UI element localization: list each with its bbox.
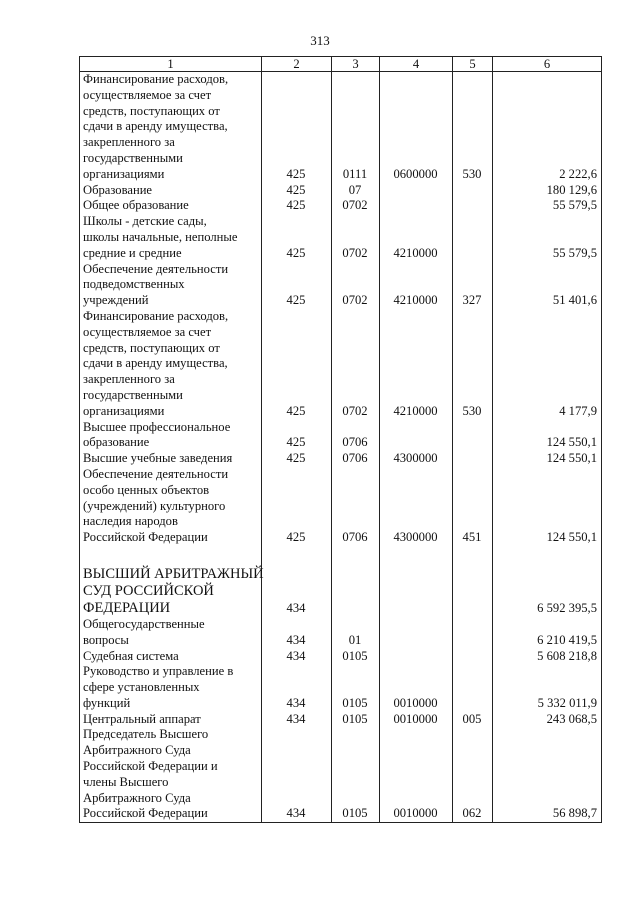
cell-col-5: 327 bbox=[453, 262, 493, 309]
row-name-line: Образование bbox=[83, 182, 153, 197]
cell-col-4 bbox=[380, 617, 453, 649]
cell-col-3: 0105 bbox=[332, 664, 380, 711]
cell-col-2: 425 bbox=[262, 214, 332, 261]
cell-col-2: 425 bbox=[262, 198, 332, 214]
cell-col-5 bbox=[453, 198, 493, 214]
row-name-line: средств, поступающих от bbox=[83, 103, 220, 118]
row-name-line: закрепленного за bbox=[83, 372, 175, 387]
row-name bbox=[80, 617, 262, 649]
cell-col-3: 0706 bbox=[332, 451, 380, 467]
spacer-cell bbox=[380, 546, 453, 562]
row-name bbox=[80, 262, 262, 309]
spacer-cell bbox=[493, 546, 602, 562]
cell-col-5 bbox=[453, 562, 493, 617]
cell-col-2: 425 bbox=[262, 420, 332, 452]
cell-col-3: 0702 bbox=[332, 262, 380, 309]
col-header-5: 5 bbox=[453, 57, 493, 72]
row-name bbox=[80, 712, 262, 728]
row-name-line: Председатель Высшего bbox=[83, 727, 209, 742]
cell-col-4: 4300000 bbox=[380, 451, 453, 467]
row-name-line: ВЫСШИЙ АРБИТРАЖНЫЙ bbox=[83, 565, 264, 582]
cell-col-4 bbox=[380, 198, 453, 214]
row-name-line: сдачи в аренду имущества, bbox=[83, 119, 228, 134]
row-name-line: организациями bbox=[83, 166, 165, 181]
cell-col-5 bbox=[453, 664, 493, 711]
cell-col-5 bbox=[453, 183, 493, 199]
table-row bbox=[80, 72, 602, 183]
spacer-cell bbox=[262, 546, 332, 562]
cell-col-6: 5 332 011,9 bbox=[493, 664, 602, 711]
row-name-line: Судебная система bbox=[83, 648, 179, 663]
table-row bbox=[80, 467, 602, 546]
row-name bbox=[80, 451, 262, 467]
row-name-line: Российской Федерации bbox=[83, 530, 208, 545]
cell-col-5 bbox=[453, 420, 493, 452]
cell-col-5 bbox=[453, 214, 493, 261]
row-name bbox=[80, 649, 262, 665]
row-name-line: Арбитражного Суда bbox=[83, 790, 191, 805]
table-row bbox=[80, 183, 602, 199]
row-name-line: Школы - детские сады, bbox=[83, 214, 207, 229]
cell-col-4: 0600000 bbox=[380, 72, 453, 183]
cell-col-6: 55 579,5 bbox=[493, 198, 602, 214]
cell-col-6: 6 210 419,5 bbox=[493, 617, 602, 649]
cell-col-4: 4210000 bbox=[380, 309, 453, 420]
row-name-line: Арбитражного Суда bbox=[83, 743, 191, 758]
cell-col-5: 451 bbox=[453, 467, 493, 546]
row-name-line: учреждений bbox=[83, 293, 149, 308]
cell-col-2: 425 bbox=[262, 309, 332, 420]
row-name-line: закрепленного за bbox=[83, 135, 175, 150]
row-name-line: осуществляемое за счет bbox=[83, 87, 212, 102]
table-row bbox=[80, 617, 602, 649]
row-name bbox=[80, 183, 262, 199]
spacer-row bbox=[80, 546, 602, 562]
spacer-cell bbox=[453, 546, 493, 562]
cell-col-6: 55 579,5 bbox=[493, 214, 602, 261]
cell-col-3: 0702 bbox=[332, 309, 380, 420]
row-name bbox=[80, 214, 262, 261]
row-name-line: государственными bbox=[83, 150, 183, 165]
cell-col-4: 0010000 bbox=[380, 712, 453, 728]
table-body bbox=[80, 72, 602, 823]
col-header-2: 2 bbox=[262, 57, 332, 72]
row-name-line: СУД РОССИЙСКОЙ bbox=[83, 582, 214, 599]
cell-col-2: 425 bbox=[262, 262, 332, 309]
table-row bbox=[80, 198, 602, 214]
cell-col-2: 425 bbox=[262, 183, 332, 199]
row-name-line: средние и средние bbox=[83, 245, 182, 260]
table-row bbox=[80, 420, 602, 452]
section-heading-row bbox=[80, 562, 602, 617]
table-row bbox=[80, 214, 602, 261]
cell-col-4: 0010000 bbox=[380, 664, 453, 711]
row-name-line: Российской Федерации и bbox=[83, 759, 218, 774]
col-header-3: 3 bbox=[332, 57, 380, 72]
cell-col-3: 0706 bbox=[332, 467, 380, 546]
cell-col-6: 180 129,6 bbox=[493, 183, 602, 199]
row-name-line: средств, поступающих от bbox=[83, 340, 220, 355]
row-name-line: Финансирование расходов, bbox=[83, 308, 229, 323]
row-name bbox=[80, 309, 262, 420]
row-name-line: Высшее профессиональное bbox=[83, 419, 231, 434]
table-row bbox=[80, 727, 602, 822]
row-name-line: функций bbox=[83, 695, 131, 710]
cell-col-3: 07 bbox=[332, 183, 380, 199]
row-name-line: Центральный аппарат bbox=[83, 711, 201, 726]
row-name-line: Руководство и управление в bbox=[83, 664, 234, 679]
cell-col-3: 0702 bbox=[332, 214, 380, 261]
cell-col-2: 434 bbox=[262, 562, 332, 617]
cell-col-6: 124 550,1 bbox=[493, 467, 602, 546]
row-name-line: сдачи в аренду имущества, bbox=[83, 356, 228, 371]
header-row bbox=[80, 57, 602, 72]
row-name-line: Общегосударственные bbox=[83, 616, 205, 631]
cell-col-3: 0702 bbox=[332, 198, 380, 214]
cell-col-4 bbox=[380, 420, 453, 452]
page-number: 313 bbox=[310, 33, 330, 48]
row-name-line: (учреждений) культурного bbox=[83, 498, 226, 513]
row-name-line: Финансирование расходов, bbox=[83, 72, 229, 86]
row-name-line: Общее образование bbox=[83, 198, 189, 213]
row-name-line: государственными bbox=[83, 387, 183, 402]
table-row bbox=[80, 649, 602, 665]
table-row bbox=[80, 712, 602, 728]
col-header-1: 1 bbox=[80, 57, 262, 72]
table-row bbox=[80, 451, 602, 467]
cell-col-6: 2 222,6 bbox=[493, 72, 602, 183]
cell-col-3: 0111 bbox=[332, 72, 380, 183]
cell-col-6: 124 550,1 bbox=[493, 451, 602, 467]
cell-col-2: 434 bbox=[262, 617, 332, 649]
cell-col-5: 530 bbox=[453, 309, 493, 420]
cell-col-4: 4210000 bbox=[380, 262, 453, 309]
cell-col-6: 5 608 218,8 bbox=[493, 649, 602, 665]
row-name bbox=[80, 420, 262, 452]
row-name-line: осуществляемое за счет bbox=[83, 324, 212, 339]
spacer-cell bbox=[80, 546, 262, 562]
row-name-line: ФЕДЕРАЦИИ bbox=[83, 599, 171, 616]
row-name-line: подведомственных bbox=[83, 277, 185, 292]
row-name bbox=[80, 727, 262, 822]
cell-col-5 bbox=[453, 617, 493, 649]
cell-col-2: 434 bbox=[262, 712, 332, 728]
cell-col-2: 434 bbox=[262, 649, 332, 665]
cell-col-6: 4 177,9 bbox=[493, 309, 602, 420]
row-name bbox=[80, 72, 262, 183]
cell-col-3 bbox=[332, 562, 380, 617]
row-name bbox=[80, 198, 262, 214]
row-name-line: наследия народов bbox=[83, 514, 178, 529]
cell-col-3: 0706 bbox=[332, 420, 380, 452]
col-header-6: 6 bbox=[493, 57, 602, 72]
row-name-line: сфере установленных bbox=[83, 680, 200, 695]
col-header-4: 4 bbox=[380, 57, 453, 72]
cell-col-5: 005 bbox=[453, 712, 493, 728]
cell-col-3: 0105 bbox=[332, 712, 380, 728]
cell-col-5: 530 bbox=[453, 72, 493, 183]
row-name-line: Обеспечение деятельности bbox=[83, 466, 229, 481]
row-name-line: школы начальные, неполные bbox=[83, 229, 238, 244]
cell-col-4: 0010000 bbox=[380, 727, 453, 822]
row-name bbox=[80, 562, 262, 617]
cell-col-5 bbox=[453, 649, 493, 665]
cell-col-4 bbox=[380, 183, 453, 199]
row-name-line: образование bbox=[83, 435, 150, 450]
row-name-line: Российской Федерации bbox=[83, 806, 208, 821]
budget-table bbox=[79, 56, 602, 823]
cell-col-6: 6 592 395,5 bbox=[493, 562, 602, 617]
row-name-line: вопросы bbox=[83, 632, 129, 647]
cell-col-2: 434 bbox=[262, 664, 332, 711]
cell-col-3: 0105 bbox=[332, 649, 380, 665]
cell-col-5 bbox=[453, 451, 493, 467]
cell-col-2: 425 bbox=[262, 451, 332, 467]
row-name-line: организациями bbox=[83, 403, 165, 418]
cell-col-6: 124 550,1 bbox=[493, 420, 602, 452]
cell-col-3: 0105 bbox=[332, 727, 380, 822]
cell-col-6: 56 898,7 bbox=[493, 727, 602, 822]
row-name-line: члены Высшего bbox=[83, 774, 169, 789]
cell-col-6: 51 401,6 bbox=[493, 262, 602, 309]
row-name bbox=[80, 467, 262, 546]
row-name bbox=[80, 664, 262, 711]
cell-col-2: 425 bbox=[262, 467, 332, 546]
row-name-line: особо ценных объектов bbox=[83, 482, 210, 497]
cell-col-4: 4300000 bbox=[380, 467, 453, 546]
cell-col-3: 01 bbox=[332, 617, 380, 649]
cell-col-6: 243 068,5 bbox=[493, 712, 602, 728]
cell-col-4 bbox=[380, 649, 453, 665]
table-row bbox=[80, 309, 602, 420]
cell-col-5: 062 bbox=[453, 727, 493, 822]
table-row bbox=[80, 262, 602, 309]
table-row bbox=[80, 664, 602, 711]
cell-col-2: 434 bbox=[262, 727, 332, 822]
row-name-line: Обеспечение деятельности bbox=[83, 261, 229, 276]
cell-col-4: 4210000 bbox=[380, 214, 453, 261]
spacer-cell bbox=[332, 546, 380, 562]
cell-col-2: 425 bbox=[262, 72, 332, 183]
cell-col-4 bbox=[380, 562, 453, 617]
row-name-line: Высшие учебные заведения bbox=[83, 451, 233, 466]
